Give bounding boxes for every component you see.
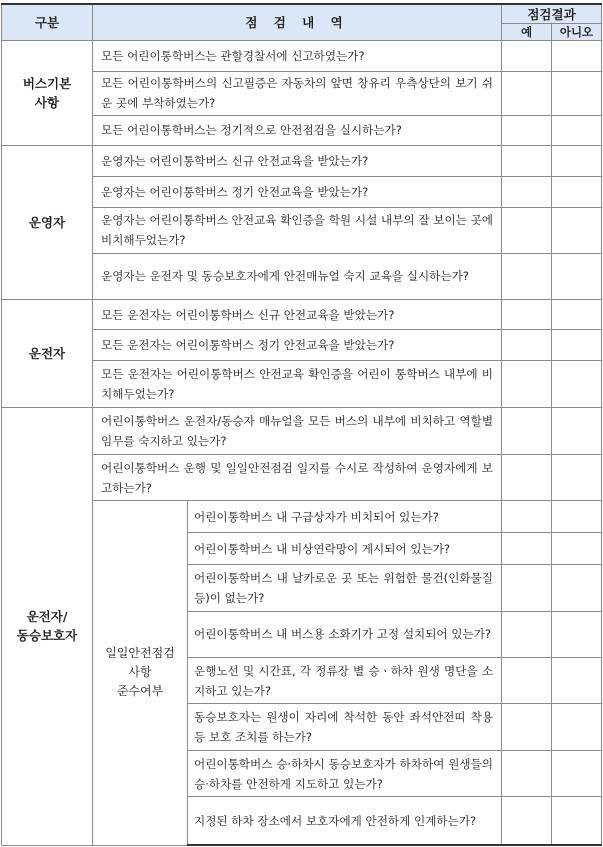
checklist-item: 운행노선 및 시간표, 각 정류장 별 승ㆍ하차 원생 명단을 소지하고 있는가? [188,658,502,704]
yes-checkbox[interactable] [502,797,552,845]
checklist-item: 어린이통학버스 내 날카로운 곳 또는 위험한 물건(인화물질 등)이 없는가? [188,564,502,611]
checklist-item: 모든 운전자는 어린이통학버스 신규 안전교육을 받았는가? [93,299,502,330]
no-checkbox[interactable] [552,253,602,299]
no-checkbox[interactable] [552,564,602,611]
no-checkbox[interactable] [552,176,602,207]
yes-checkbox[interactable] [502,501,552,533]
checklist-item: 지정된 하차 장소에서 보호자에게 안전하게 인계하는가? [188,797,502,845]
yes-checkbox[interactable] [502,330,552,361]
checklist-item: 어린이통학버스 내 구급상자가 비치되어 있는가? [188,501,502,533]
yes-checkbox[interactable] [502,253,552,299]
checklist-item: 모든 어린이통학버스는 정기적으로 안전점검을 실시하는가? [93,115,502,146]
no-checkbox[interactable] [552,115,602,146]
yes-checkbox[interactable] [502,40,552,71]
checklist-item: 어린이통학버스 내 비상연락망이 게시되어 있는가? [188,533,502,565]
checklist-item: 운영자는 어린이통학버스 신규 안전교육을 받았는가? [93,146,502,177]
checklist-item: 모든 어린이통학버스는 관할경찰서에 신고하였는가? [93,40,502,71]
no-checkbox[interactable] [552,611,602,657]
no-checkbox[interactable] [552,71,602,115]
no-checkbox[interactable] [552,501,602,533]
yes-checkbox[interactable] [502,751,552,797]
no-checkbox[interactable] [552,533,602,565]
no-checkbox[interactable] [552,455,602,501]
no-checkbox[interactable] [552,797,602,845]
yes-checkbox[interactable] [502,704,552,751]
no-checkbox[interactable] [552,40,602,71]
header-category: 구분 [2,4,93,40]
section-title-driver-guardian: 운전자/ 동승보호자 [2,408,93,845]
no-checkbox[interactable] [552,330,602,361]
checklist-item: 어린이통학버스 승·하차시 동승보호자가 하차하여 원생들의 승·하차를 안전하게 지도하고 있는가? [188,751,502,797]
header-yes: 예 [502,24,552,40]
yes-checkbox[interactable] [502,176,552,207]
yes-checkbox[interactable] [502,455,552,501]
no-checkbox[interactable] [552,207,602,253]
yes-checkbox[interactable] [502,408,552,455]
subgroup-title-daily-safety: 일일안전점검 사항 준수여부 [93,501,188,845]
checklist-item: 동승보호자는 원생이 자리에 착석한 동안 좌석안전띠 착용 등 보호 조치를 하는가? [188,704,502,751]
checklist-item: 어린이통학버스 운행 및 일일안전점검 일지를 수시로 작성하여 운영자에게 보고하는가? [93,455,502,501]
header-contents: 점 검 내 역 [93,4,502,40]
yes-checkbox[interactable] [502,146,552,177]
checklist-item: 어린이통학버스 내 버스용 소화기가 고정 설치되어 있는가? [188,611,502,657]
section-title-operator: 운영자 [2,146,93,300]
checklist-item: 어린이통학버스 운전자/동승자 매뉴얼을 모든 버스의 내부에 비치하고 역할별 임무를 숙지하고 있는가? [93,408,502,455]
header-result: 점검결과 [502,4,602,24]
yes-checkbox[interactable] [502,115,552,146]
no-checkbox[interactable] [552,751,602,797]
no-checkbox[interactable] [552,704,602,751]
no-checkbox[interactable] [552,408,602,455]
no-checkbox[interactable] [552,299,602,330]
yes-checkbox[interactable] [502,207,552,253]
yes-checkbox[interactable] [502,611,552,657]
header-no: 아니오 [552,24,602,40]
checklist-item: 모든 운전자는 어린이통학버스 정기 안전교육을 받았는가? [93,330,502,361]
checklist-item: 운영자는 어린이통학버스 안전교육 확인증을 학원 시설 내부의 잘 보이는 곳에 비치해두었는가? [93,207,502,253]
checklist-item: 운영자는 운전자 및 동승보호자에게 안전매뉴얼 숙지 교육을 실시하는가? [93,253,502,299]
yes-checkbox[interactable] [502,299,552,330]
checklist-item: 모든 어린이통학버스의 신고필증은 자동차의 앞면 창유리 우측상단의 보기 쉬운 곳에 부착하였는가? [93,71,502,115]
no-checkbox[interactable] [552,658,602,704]
no-checkbox[interactable] [552,146,602,177]
section-title-driver: 운전자 [2,299,93,407]
yes-checkbox[interactable] [502,533,552,565]
section-title-bus-basics: 버스기본 사항 [2,40,93,145]
no-checkbox[interactable] [552,361,602,408]
yes-checkbox[interactable] [502,658,552,704]
checklist-item: 모든 운전자는 어린이통학버스 안전교육 확인증을 어린이 통학버스 내부에 비치해두었는가? [93,361,502,408]
yes-checkbox[interactable] [502,361,552,408]
checklist-item: 운영자는 어린이통학버스 정기 안전교육을 받았는가? [93,176,502,207]
yes-checkbox[interactable] [502,71,552,115]
yes-checkbox[interactable] [502,564,552,611]
checklist-table [1,3,602,846]
